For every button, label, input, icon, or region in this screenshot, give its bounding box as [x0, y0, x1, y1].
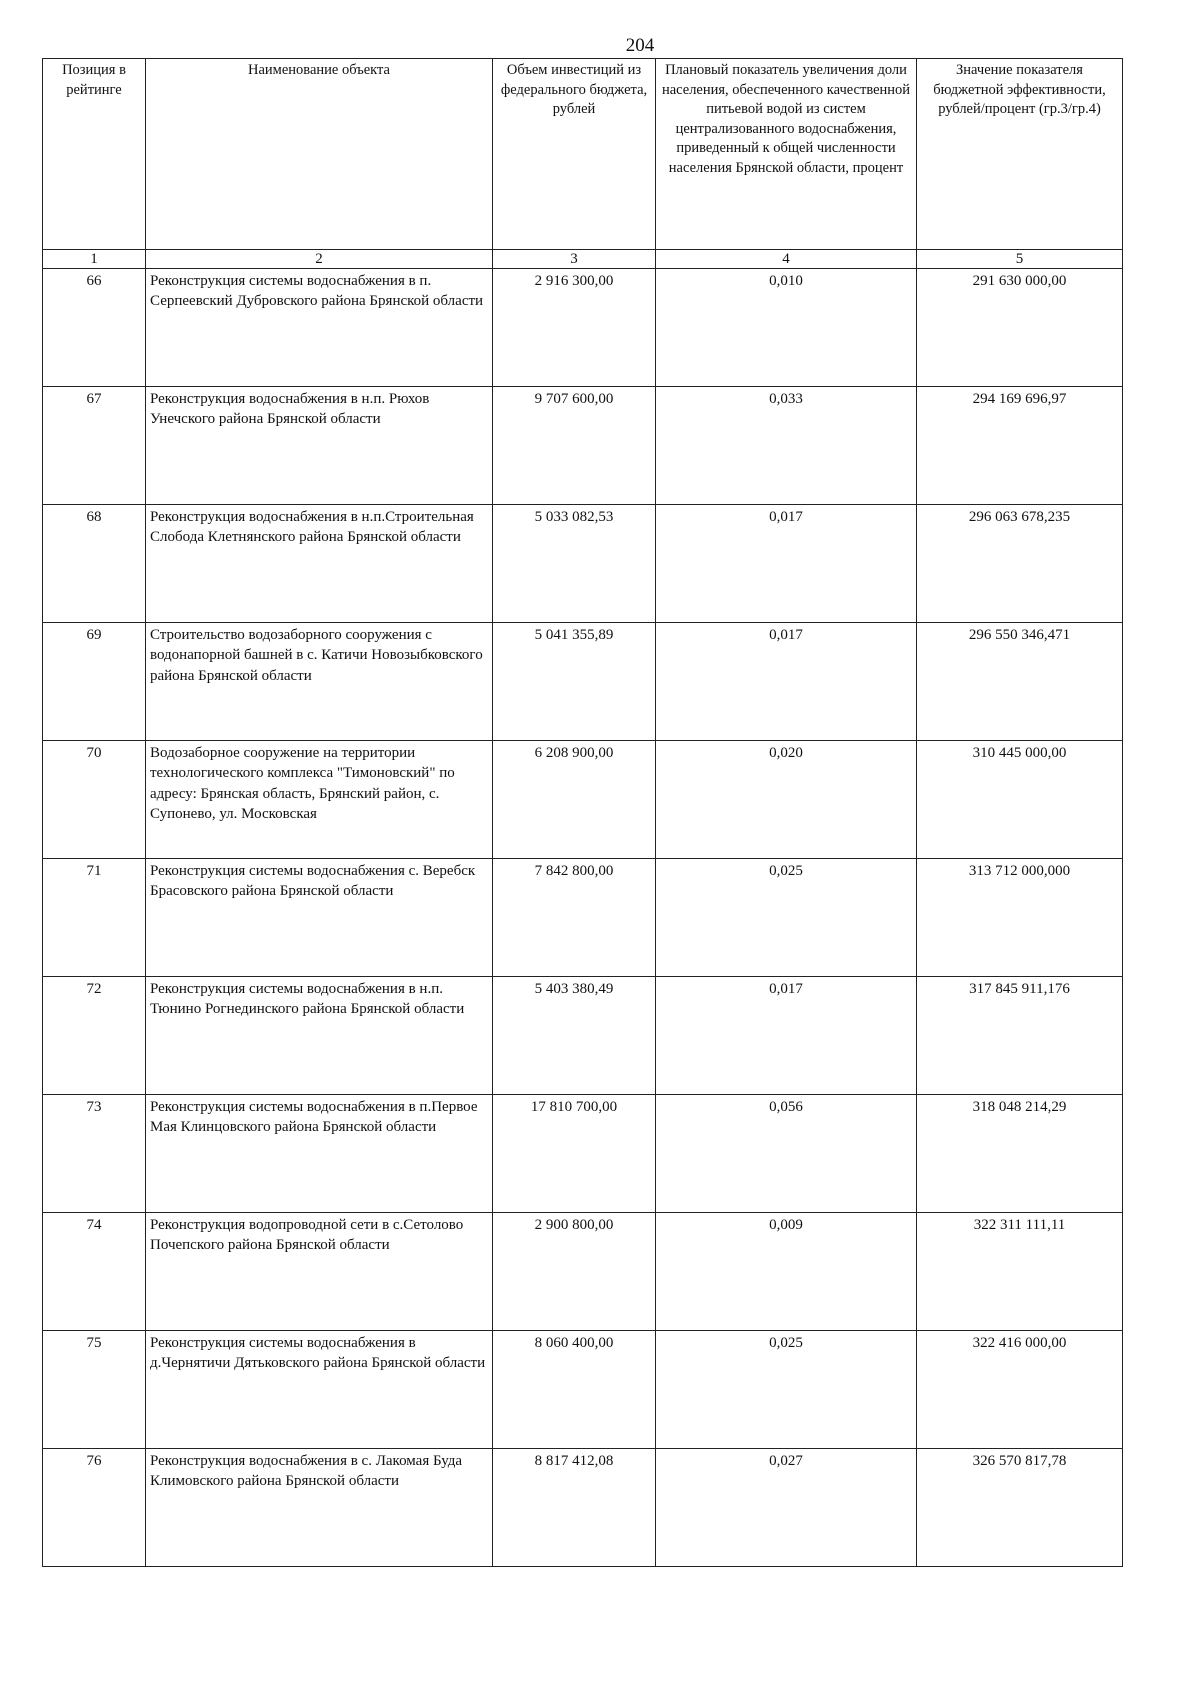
- row-investment: 7 842 800,00: [493, 859, 656, 977]
- column-number: 5: [917, 250, 1123, 269]
- row-efficiency: 296 063 678,235: [917, 505, 1123, 623]
- row-planned-share: 0,017: [656, 977, 917, 1095]
- table-row: [43, 859, 1123, 977]
- row-planned-share: 0,033: [656, 387, 917, 505]
- table-row: [43, 1331, 1123, 1449]
- table-row: [43, 1213, 1123, 1331]
- row-investment: 9 707 600,00: [493, 387, 656, 505]
- row-investment: 2 916 300,00: [493, 269, 656, 387]
- row-object-name: Реконструкция системы водоснабжения в н.п. Тюнино Рогнединского района Брянской области: [146, 977, 493, 1095]
- table-body: [43, 269, 1123, 1567]
- row-position: 71: [43, 859, 146, 977]
- header-investment: Объем инвестиций из федерального бюджета, рублей: [493, 59, 656, 250]
- row-object-name: Реконструкция системы водоснабжения в п.Первое Мая Клинцовского района Брянской области: [146, 1095, 493, 1213]
- row-planned-share: 0,017: [656, 623, 917, 741]
- row-investment: 5 033 082,53: [493, 505, 656, 623]
- row-efficiency: 322 311 111,11: [917, 1213, 1123, 1331]
- column-number: 4: [656, 250, 917, 269]
- table-row: [43, 741, 1123, 859]
- row-investment: 5 403 380,49: [493, 977, 656, 1095]
- row-efficiency: 317 845 911,176: [917, 977, 1123, 1095]
- row-planned-share: 0,027: [656, 1449, 917, 1567]
- table-row: [43, 977, 1123, 1095]
- budget-efficiency-table: [42, 58, 1123, 1567]
- row-object-name: Реконструкция системы водоснабжения с. Веребск Брасовского района Брянской области: [146, 859, 493, 977]
- row-planned-share: 0,020: [656, 741, 917, 859]
- row-object-name: Водозаборное сооружение на территории технологического комплекса "Тимоновский" по адресу: Брянская область, Брянский район, с. Супонево, ул. Московская: [146, 741, 493, 859]
- header-position: Позиция в рейтинге: [43, 59, 146, 250]
- row-investment: 8 817 412,08: [493, 1449, 656, 1567]
- row-efficiency: 326 570 817,78: [917, 1449, 1123, 1567]
- row-position: 73: [43, 1095, 146, 1213]
- table-row: [43, 1095, 1123, 1213]
- row-position: 68: [43, 505, 146, 623]
- row-object-name: Реконструкция водоснабжения в с. Лакомая Буда Климовского района Брянской области: [146, 1449, 493, 1567]
- row-efficiency: 296 550 346,471: [917, 623, 1123, 741]
- row-position: 67: [43, 387, 146, 505]
- row-position: 66: [43, 269, 146, 387]
- row-efficiency: 318 048 214,29: [917, 1095, 1123, 1213]
- row-efficiency: 291 630 000,00: [917, 269, 1123, 387]
- table-row: [43, 623, 1123, 741]
- row-object-name: Реконструкция системы водоснабжения в п. Серпеевский Дубровского района Брянской области: [146, 269, 493, 387]
- row-planned-share: 0,010: [656, 269, 917, 387]
- column-number: 3: [493, 250, 656, 269]
- row-planned-share: 0,025: [656, 859, 917, 977]
- page-number: 204: [625, 35, 655, 56]
- column-number: 2: [146, 250, 493, 269]
- row-investment: 17 810 700,00: [493, 1095, 656, 1213]
- column-number-row: [43, 250, 1123, 269]
- row-object-name: Реконструкция водоснабжения в н.п.Строительная Слобода Клетнянского района Брянской области: [146, 505, 493, 623]
- column-number: 1: [43, 250, 146, 269]
- row-position: 74: [43, 1213, 146, 1331]
- row-planned-share: 0,056: [656, 1095, 917, 1213]
- header-row: [43, 59, 1123, 250]
- row-position: 70: [43, 741, 146, 859]
- row-planned-share: 0,017: [656, 505, 917, 623]
- table-row: [43, 269, 1123, 387]
- row-object-name: Строительство водозаборного сооружения с водонапорной башней в с. Катичи Новозыбковского района Брянской области: [146, 623, 493, 741]
- row-object-name: Реконструкция водопроводной сети в с.Сетолово Почепского района Брянской области: [146, 1213, 493, 1331]
- table-row: [43, 1449, 1123, 1567]
- table-row: [43, 505, 1123, 623]
- row-object-name: Реконструкция системы водоснабжения в д.Чернятичи Дятьковского района Брянской области: [146, 1331, 493, 1449]
- row-investment: 6 208 900,00: [493, 741, 656, 859]
- header-object-name: Наименование объекта: [146, 59, 493, 250]
- row-position: 69: [43, 623, 146, 741]
- row-investment: 5 041 355,89: [493, 623, 656, 741]
- row-investment: 8 060 400,00: [493, 1331, 656, 1449]
- row-position: 76: [43, 1449, 146, 1567]
- row-efficiency: 322 416 000,00: [917, 1331, 1123, 1449]
- row-investment: 2 900 800,00: [493, 1213, 656, 1331]
- header-planned-share: Плановый показатель увеличения доли населения, обеспеченного качественной питьевой водой из систем централизованного водоснабжения, приведенный к общей численности населения Брянской области, процент: [656, 59, 917, 250]
- row-efficiency: 313 712 000,000: [917, 859, 1123, 977]
- row-position: 75: [43, 1331, 146, 1449]
- header-efficiency: Значение показателя бюджетной эффективности, рублей/процент (гр.3/гр.4): [917, 59, 1123, 250]
- table-row: [43, 387, 1123, 505]
- row-efficiency: 294 169 696,97: [917, 387, 1123, 505]
- row-planned-share: 0,009: [656, 1213, 917, 1331]
- row-position: 72: [43, 977, 146, 1095]
- row-planned-share: 0,025: [656, 1331, 917, 1449]
- row-efficiency: 310 445 000,00: [917, 741, 1123, 859]
- row-object-name: Реконструкция водоснабжения в н.п. Рюхов Унечского района Брянской области: [146, 387, 493, 505]
